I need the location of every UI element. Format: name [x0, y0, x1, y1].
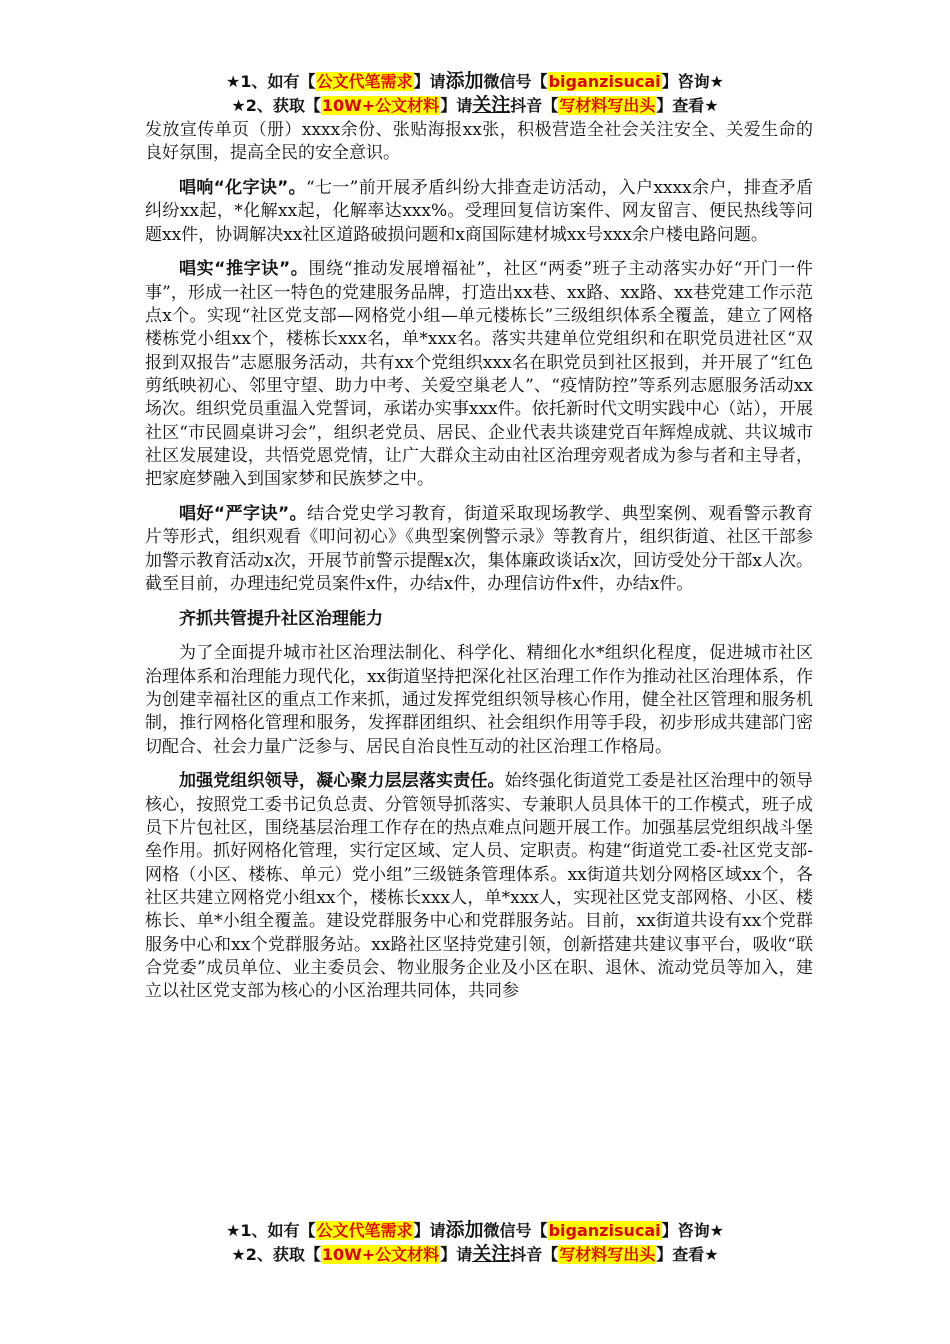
promo-banner-bottom-line1: [0, 1218, 950, 1243]
banner-text: ★2、获取【: [231, 96, 321, 115]
banner-text: 抖音【: [510, 96, 559, 115]
banner-highlight: 写材料写出头: [559, 1245, 656, 1264]
paragraph: 发放宣传单页（册）xxxx余份、张贴海报xx张，积极营造全社会关注安全、关爱生命的良好氛围，提高全民的安全意识。: [145, 120, 813, 164]
banner-highlight: 公文代笔需求: [316, 72, 413, 91]
banner-text: 】请: [413, 72, 446, 91]
paragraph: [145, 770, 813, 1003]
banner-text: 】请: [440, 96, 473, 115]
banner-highlight: 10W+公文材料: [321, 96, 440, 115]
banner-text: 】查看★: [656, 1245, 719, 1264]
banner-text: 抖音【: [510, 1245, 559, 1264]
paragraph-lead: 唱响“化字诀”。: [179, 178, 306, 199]
section-heading: 齐抓共管提升社区治理能力: [179, 608, 383, 629]
banner-text: ★1、如有【: [226, 72, 316, 91]
banner-text: 】请: [440, 1245, 473, 1264]
banner-text: 】咨询★: [661, 72, 724, 91]
promo-banner-bottom-line2: [0, 1242, 950, 1267]
banner-highlight: biganzisucai: [548, 72, 661, 91]
paragraph-lead: 唱实“推字诀”。: [179, 259, 309, 280]
promo-banner-top-line1: [0, 69, 950, 94]
banner-emphasis: 关注: [472, 94, 511, 116]
paragraph: [145, 258, 813, 491]
banner-highlight: 公文代笔需求: [316, 1221, 413, 1240]
banner-text: 微信号【: [483, 72, 548, 91]
paragraph: 为了全面提升城市社区治理法制化、科学化、精细化水*组织化程度，促进城市社区治理体系和治理能力现代化，xx街道坚持把深化社区治理工作作为推动社区治理体系，作为创建幸福社区的重点工作来抓，通过发挥党组织领导核心作用，健全社区管理和服务机制，推行网格化管理和服务，发挥群团组织、社会组织作用等手段，初步形成共建部门密切配合、社会力量广泛参与、居民自治良性互动的社区治理工作格局。: [145, 643, 813, 757]
banner-text: ★1、如有【: [226, 1221, 316, 1240]
paragraph-lead: 唱好“严字诀”。: [179, 503, 308, 524]
banner-text: 】咨询★: [661, 1221, 724, 1240]
banner-emphasis: 添加: [445, 1219, 484, 1241]
paragraph-lead: 加强党组织领导，凝心聚力层层落实责任。: [179, 771, 505, 792]
promo-banner-top-line2: [0, 93, 950, 118]
paragraph: [145, 177, 813, 247]
paragraph: [145, 503, 813, 596]
banner-text: 】请: [413, 1221, 446, 1240]
paragraph-text: “七一”前开展矛盾纠纷大排查走访活动，入户xxxx余户，排查矛盾纠纷xx起，*化解xx起，化解率达xxx%。受理回复信访案件、网友留言、便民热线等问题xx件，协调解决xx社区道路破损问题和x商国际建材城xx号xxx余户楼电路问题。: [145, 178, 813, 245]
banner-emphasis: 添加: [445, 70, 484, 92]
paragraph-text: 结合党史学习教育，街道采取现场教学、典型案例、观看警示教育片等形式，组织观看《叩问初心》《典型案例警示录》等教育片，组织街道、社区干部参加警示教育活动x次，开展节前警示提醒x次，集体廉政谈话x次，回访受处分干部x人次。截至目前，办理违纪党员案件x件，办结x件，办理信访件x件，办结x件。: [145, 503, 813, 594]
paragraph-text: 始终强化街道党工委是社区治理中的领导核心，按照党工委书记负总责、分管领导抓落实、专兼职人员具体干的工作模式，班子成员下片包社区，围绕基层治理工作存在的热点难点问题开展工作。加强基层党组织战斗堡垒作用。抓好网格化管理，实行定区域、定人员、定职责。构建“街道党工委-社区党支部-网格（小区、楼栋、单元）党小组”三级链条管理体系。xx街道共划分网格区域xx个，各社区共建立网格党小组xx个，楼栋长xxx人，单*xxx人，实现社区党支部网格、小区、楼栋长、单*小组全覆盖。建设党群服务中心和党群服务站。目前，xx街道共设有xx个党群服务中心和xx个党群服务站。xx路社区坚持党建引领，创新搭建共建议事平台，吸收“联合党委”成员单位、业主委员会、物业服务企业及小区在职、退休、流动党员等加入，建立以社区党支部为核心的小区治理共同体，共同参: [145, 771, 814, 1002]
banner-highlight: 10W+公文材料: [321, 1245, 440, 1264]
document-body: [145, 119, 813, 1003]
paragraph-text: 围绕“推动发展增福祉”，社区“两委”班子主动落实办好“开门一件事”，形成一社区一特色的党建服务品牌，打造出xx巷、xx路、xx路、xx巷党建工作示范点x个。实现“社区党支部—网格党小组—单元楼栋长”三级组织体系全覆盖，建立了网格楼栋党小组xx个，楼栋长xxx名，单*xxx名。落实共建单位党组织和在职党员进社区“双报到双报告”志愿服务活动，共有xx个党组织xxx名在职党员到社区报到，并开展了“红色剪纸映初心、邻里守望、助力中考、关爱空巢老人”、“疫情防控”等系列志愿服务活动xx场次。组织党员重温入党誓词，承诺办实事xxx件。依托新时代文明实践中心（站），开展社区“市民圆桌讲习会”，组织老党员、居民、企业代表共谈建党百年辉煌成就、共议城市社区发展建设，共悟党恩党情，让广大群众主动由社区治理旁观者成为参与者和主导者，把家庭梦融入到国家梦和民族梦之中。: [145, 259, 813, 490]
banner-highlight: 写材料写出头: [559, 96, 656, 115]
banner-highlight: biganzisucai: [548, 1221, 661, 1240]
banner-emphasis: 关注: [472, 1243, 511, 1265]
banner-text: ★2、获取【: [231, 1245, 321, 1264]
banner-text: 】查看★: [656, 96, 719, 115]
banner-text: 微信号【: [483, 1221, 548, 1240]
